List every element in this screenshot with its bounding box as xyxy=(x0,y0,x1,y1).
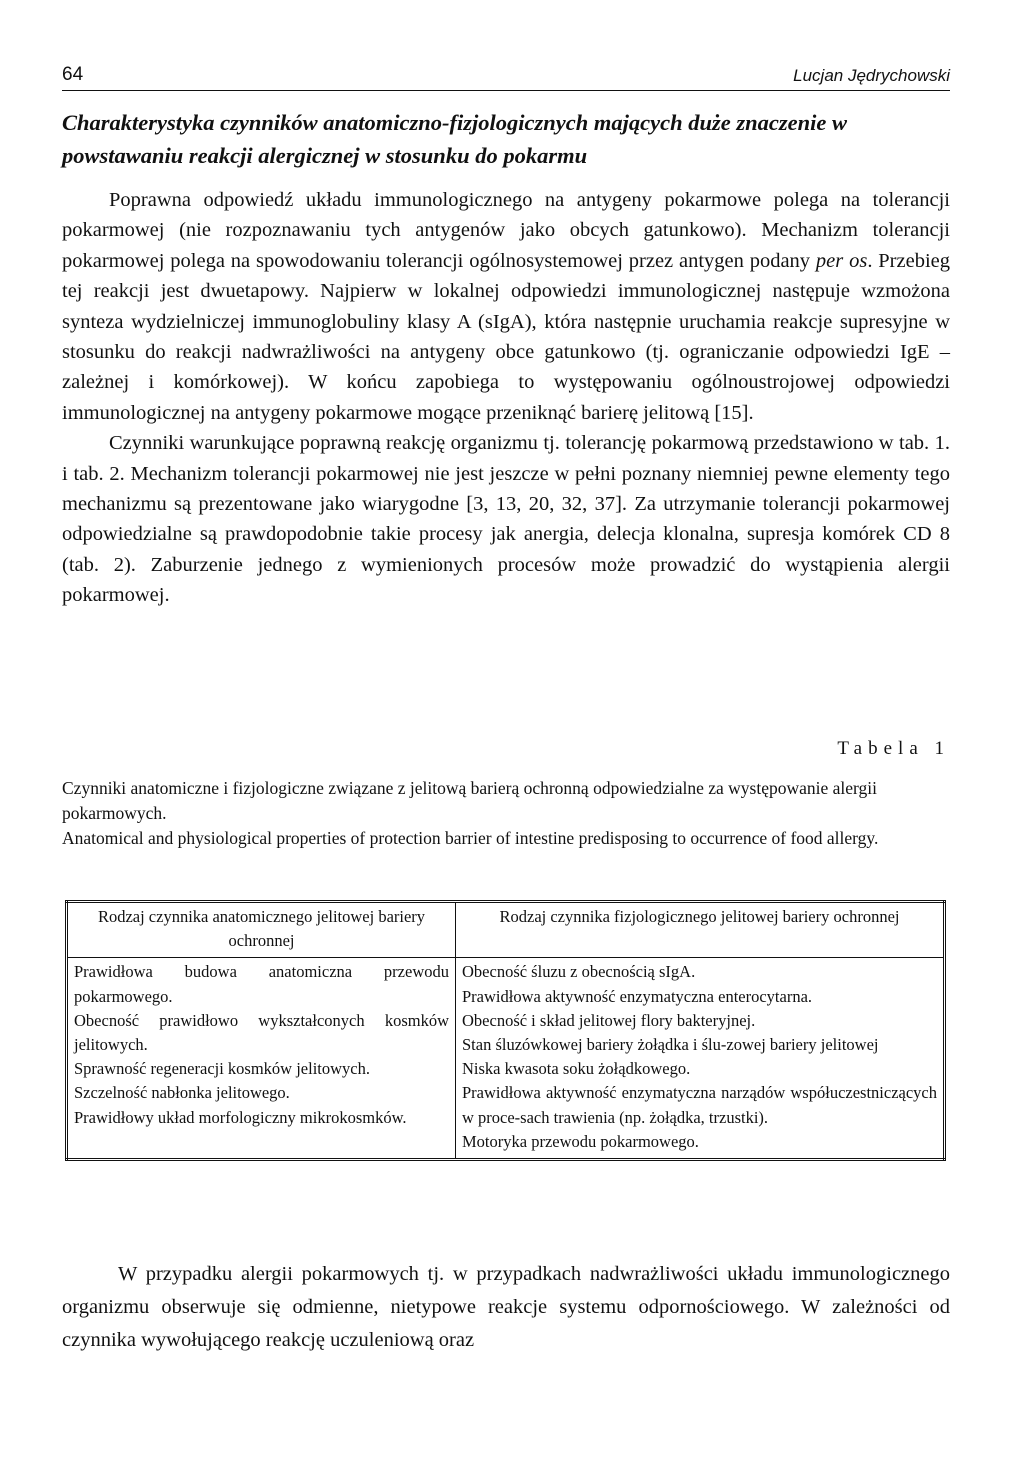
section-title: Charakterystyka czynników anatomiczno-fizjologicznych mających duże znaczenie w powstawaniu reakcji alergicznej w stosunku do pokarmu xyxy=(62,110,848,168)
list-item: Prawidłowy układ morfologiczny mikrokosmków. xyxy=(74,1107,407,1127)
list-item: Sprawność regeneracji kosmków jelitowych. xyxy=(74,1059,371,1079)
list-item: Prawidłowa budowa anatomiczna przewodu pokarmowego. xyxy=(74,962,449,1006)
column-header: Rodzaj czynnika anatomicznego jelitowej bariery ochronnej xyxy=(67,902,456,958)
list-item: Obecność prawidłowo wykształconych kosmków jelitowych. xyxy=(74,1010,449,1055)
list-item: Stan śluzówkowej bariery żołądka i ślu-zowej bariery jelitowej xyxy=(462,1035,879,1055)
body-text xyxy=(62,185,950,611)
running-header xyxy=(62,62,950,91)
closing-text xyxy=(62,1258,950,1357)
running-author: Lucjan Jędrychowski xyxy=(793,66,950,85)
list-item: Motoryka przewodu pokarmowego. xyxy=(462,1131,699,1151)
paragraph-text: . Przebieg tej reakcji jest dwuetapowy. Najpierw w lokalnej odpowiedzi immunologicznej następuje wzmożona synteza wydzielniczej immunoglobuliny klasy A (sIgA), która następnie uruchamia reakcje supresyjne w stosunku do reakcji nadwrażliwości na antygeny obce gatunkowo (tj. ograniczanie odpowiedzi IgE – zależnej i komórkowej). W końcu zapobiega to występowaniu ogólnoustrojowej odpowiedzi immunologicznej na antygeny pokarmowe mogące przeniknąć barierę jelitową [15]. xyxy=(62,249,950,424)
paragraph: Czynniki warunkujące poprawną reakcję organizmu tj. tolerancję pokarmową przedstawiono w tab. 1. i tab. 2. Mechanizm tolerancji pokarmowej nie jest jeszcze w pełni poznany niemniej pewne elementy tego mechanizmu są prezentowane jako wiarygodne [3, 13, 20, 32, 37]. Za utrzymanie tolerancji pokarmowej odpowiedzialne są prawdopodobnie takie procesy jak anergia, delecja klonalna, supresja komórek CD 8 (tab. 2). Zaburzenie jednego z wymienionych procesów może prowadzić do wystąpienia alergii pokarmowej. xyxy=(62,432,950,607)
physiological-factors-cell xyxy=(456,958,945,1160)
table-label: Tabela 1 xyxy=(837,738,950,759)
list-item: Prawidłowa aktywność enzymatyczna narządów współuczestniczących w proce-sach trawienia (np. żołądka, trzustki). xyxy=(462,1083,937,1127)
paragraph-text: Poprawna odpowiedź układu immunologicznego na antygeny pokarmowe polega na tolerancji pokarmowej (nie rozpoznawaniu tych antygenów jako obcych gatunkowo). Mechanizm tolerancji pokarmowej polega na spowodowaniu tolerancji ogólnosystemowej przez antygen podany xyxy=(62,189,950,272)
italic-term: per os xyxy=(815,249,868,272)
column-header: Rodzaj czynnika fizjologicznego jelitowej bariery ochronnej xyxy=(456,902,945,958)
list-item: Szczelność nabłonka jelitowego. xyxy=(74,1083,290,1103)
table-caption xyxy=(62,776,950,851)
list-item: Prawidłowa aktywność enzymatyczna enterocytarna. xyxy=(462,986,813,1006)
table-row xyxy=(67,958,945,1160)
paragraph: W przypadku alergii pokarmowych tj. w przypadkach nadwrażliwości układu immunologicznego organizmu obserwuje się odmienne, nietypowe reakcje systemu odpornościowego. W zależności od czynnika wywołującego reakcję uczuleniową oraz xyxy=(62,1263,950,1351)
factors-table xyxy=(65,900,946,1161)
list-item: Niska kwasota soku żołądkowego. xyxy=(462,1059,691,1079)
page-number: 64 xyxy=(62,64,84,85)
table-header-row xyxy=(67,902,945,958)
list-item: Obecność i skład jelitowej flory bakteryjnej. xyxy=(462,1010,756,1030)
anatomical-factors-cell xyxy=(67,958,456,1160)
paragraph xyxy=(62,185,950,428)
list-item: Obecność śluzu z obecnością sIgA. xyxy=(462,962,696,982)
caption-polish: Czynniki anatomiczne i fizjologiczne związane z jelitową barierą ochronną odpowiedzialne za występowanie alergii pokarmowych. xyxy=(62,778,878,823)
caption-english: Anatomical and physiological properties of protection barrier of intestine predisposing to occurrence of food allergy. xyxy=(62,828,879,848)
